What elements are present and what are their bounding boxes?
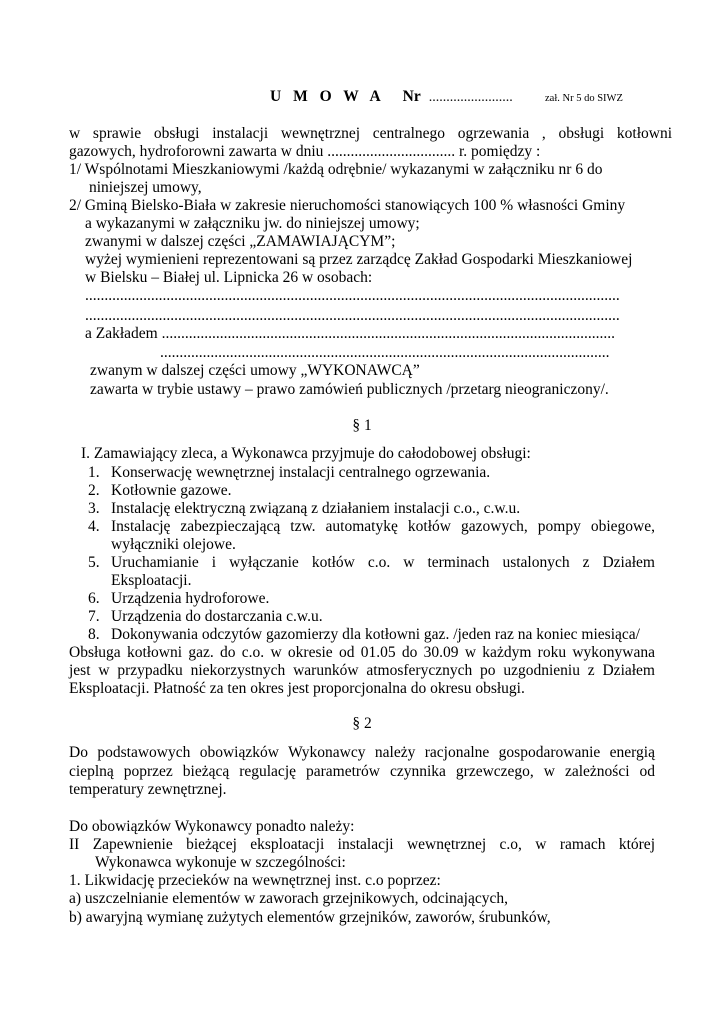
- s2-p1-line-3: temperatury zewnętrznej.: [69, 781, 227, 798]
- s2-ii-line-1: II Zapewnienie bieżącej eksploatacji instalacji wewnętrznej c.o, w ramach której: [69, 836, 655, 853]
- s1-para-line-2: jest w przypadku niekorzystnych warunków atmosferycznych po uzgodnieniu z Działem: [69, 662, 655, 679]
- s1-item-4-text: Instalację zabezpieczającą tzw. automatykę kotłów gazowych, pompy obiegowe,: [111, 518, 655, 535]
- s2-p1-line-2: cieplną poprzez bieżącą regulację parametrów czynnika grzewczego, w zależności od: [69, 763, 655, 780]
- s1-item-8-num: 8.: [88, 626, 100, 643]
- zaklad-line: a Zakładem .....................................................................................................................: [85, 325, 615, 342]
- party-2-line-5: w Bielsku – Białej ul. Lipnicka 26 w osobach:: [85, 269, 373, 286]
- dotted-line-3: ....................................................................................................................: [160, 344, 610, 361]
- title-nr-dots: ........................: [428, 90, 513, 105]
- s1-item-3-text: Instalację elektryczną związaną z działaniem instalacji c.o., c.w.u.: [111, 500, 521, 517]
- party-2-line-1: 2/ Gminą Bielsko-Biała w zakresie nieruchomości stanowiących 100 % własności Gminy: [69, 197, 626, 214]
- party-2-line-3: zwanymi w dalszej części „ZAMAWIAJĄCYM”;: [85, 233, 396, 250]
- section-2-heading: § 2: [352, 715, 372, 732]
- s1-item-2-text: Kotłownie gazowe.: [111, 482, 232, 499]
- party-1-line-2: niniejszej umowy,: [89, 179, 202, 196]
- title-nr: Nr: [402, 88, 421, 105]
- s1-item-7-text: Urządzenia do dostarczania c.w.u.: [111, 608, 323, 625]
- s1-item-6-num: 6.: [88, 590, 100, 607]
- s1-item-8-text: Dokonywania odczytów gazomierzy dla kotłowni gaz. /jeden raz na koniec miesiąca/: [111, 626, 640, 643]
- s1-item-4-num: 4.: [88, 518, 100, 535]
- party-2-line-2: a wykazanymi w załączniku jw. do niniejszej umowy;: [85, 215, 420, 232]
- s1-item-2-num: 2.: [88, 482, 100, 499]
- annex-label: zał. Nr 5 do SIWZ: [545, 93, 623, 104]
- contract-title: [270, 88, 513, 106]
- title-umowa: U M O W A: [270, 88, 385, 105]
- party-2-line-4: wyżej wymienieni reprezentowani są przez zarządcę Zakład Gospodarki Mieszkaniowej: [85, 251, 633, 268]
- s2-p1-line-1: Do podstawowych obowiązków Wykonawcy należy racjonalne gospodarowanie energią: [69, 744, 655, 761]
- tryb-line: zawarta w trybie ustawy – prawo zamówień publicznych /przetarg nieograniczony/.: [90, 381, 609, 398]
- s2-item-b: b) awaryjną wymianę zużytych elementów grzejników, zaworów, śrubunków,: [69, 909, 551, 926]
- s2-ii-line-2: Wykonawca wykonuje w szczególności:: [95, 854, 346, 871]
- dotted-line-2: ..........................................................................................................................................: [85, 307, 620, 324]
- s1-item-5-num: 5.: [88, 554, 100, 571]
- s1-item-7-num: 7.: [88, 608, 100, 625]
- s1-item-5-text: Uruchamianie i wyłączanie kotłów c.o. w terminach ustalonych z Działem: [111, 554, 655, 571]
- s1-item-1-num: 1.: [88, 464, 100, 481]
- s2-item-a: a) uszczelnianie elementów w zaworach grzejnikowych, odcinających,: [69, 890, 508, 907]
- s1-item-3-num: 3.: [88, 500, 100, 517]
- intro-line-1: w sprawie obsługi instalacji wewnętrznej centralnego ogrzewania , obsługi kotłowni: [69, 125, 672, 142]
- section-1-lead: I. Zamawiający zleca, a Wykonawca przyjmuje do całodobowej obsługi:: [81, 445, 531, 462]
- party-1-line-1: 1/ Wspólnotami Mieszkaniowymi /każdą odrębnie/ wykazanymi w załączniku nr 6 do: [69, 161, 603, 178]
- intro-line-2: gazowych, hydroforowni zawarta w dniu ................................. r. pomiędzy :: [69, 143, 541, 160]
- s1-item-6-text: Urządzenia hydroforowe.: [111, 590, 270, 607]
- section-1-heading: § 1: [352, 417, 372, 434]
- s1-item-1-text: Konserwację wewnętrznej instalacji centralnego ogrzewania.: [111, 464, 491, 481]
- s2-p2: Do obowiązków Wykonawcy ponadto należy:: [69, 818, 355, 835]
- s1-item-5-cont: Eksploatacji.: [111, 572, 192, 589]
- wykonawca-line: zwanym w dalszej części umowy „WYKONAWCĄ”: [90, 362, 420, 379]
- s1-para-line-3: Eksploatacji. Płatność za ten okres jest proporcjonalna do okresu obsługi.: [69, 680, 525, 697]
- dotted-line-1: ..........................................................................................................................................: [85, 287, 620, 304]
- s1-para-line-1: Obsługa kotłowni gaz. do c.o. w okresie od 01.05 do 30.09 w każdym roku wykonywana: [69, 644, 655, 661]
- s1-item-4-cont: wyłączniki olejowe.: [111, 536, 236, 553]
- s2-item-1: 1. Likwidację przecieków na wewnętrznej inst. c.o poprzez:: [69, 872, 441, 889]
